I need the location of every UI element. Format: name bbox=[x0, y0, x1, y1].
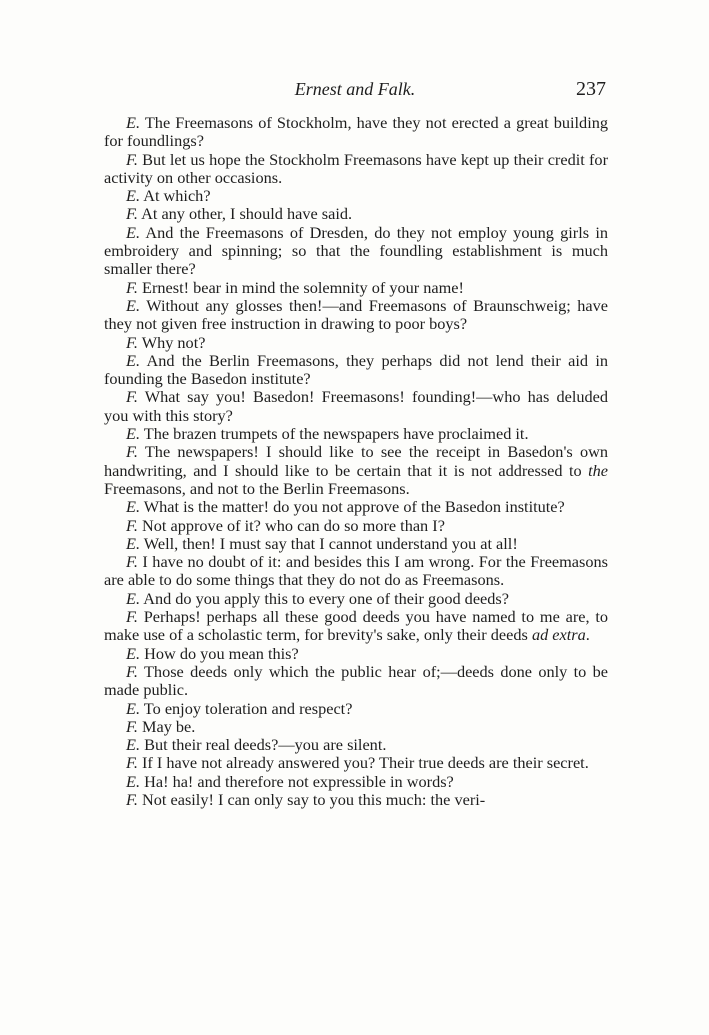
paragraph-text: Ha! ha! and therefore not expressible in words? bbox=[144, 771, 454, 791]
paragraph-text: Well, then! I must say that I cannot understand you at all! bbox=[143, 533, 518, 553]
paragraph bbox=[104, 443, 608, 498]
paragraph bbox=[104, 151, 608, 188]
paragraph bbox=[104, 590, 608, 608]
paragraph bbox=[104, 388, 608, 425]
speaker-label: E. bbox=[126, 771, 141, 791]
paragraph-text: But let us hope the Stockholm Freemasons have kept up their credit for activity on other occasions. bbox=[104, 149, 608, 187]
paragraph bbox=[104, 279, 608, 297]
speaker-label: F. bbox=[126, 387, 138, 407]
paragraph bbox=[104, 517, 608, 535]
paragraph-text: How do you mean this? bbox=[144, 643, 299, 663]
paragraph bbox=[104, 498, 608, 516]
speaker-label: F. bbox=[126, 277, 138, 297]
paragraph-text-after: Freemasons, and not to the Berlin Freemasons. bbox=[104, 478, 410, 498]
speaker-label: F. bbox=[126, 789, 138, 809]
paragraph-text: At which? bbox=[143, 186, 211, 206]
paragraph bbox=[104, 205, 608, 223]
paragraph bbox=[104, 352, 608, 389]
paragraph-text: May be. bbox=[142, 716, 196, 736]
paragraph-text: And do you apply this to every one of their good deeds? bbox=[143, 588, 509, 608]
paragraph bbox=[104, 224, 608, 279]
speaker-label: F. bbox=[126, 552, 138, 572]
paragraph-text: If I have not already answered you? Their true deeds are their secret. bbox=[142, 753, 589, 773]
paragraph-text: Those deeds only which the public hear of;—deeds done only to be made public. bbox=[104, 661, 609, 700]
speaker-label: E. bbox=[126, 735, 141, 755]
paragraph-text: What say you! Basedon! Freemasons! founding!—who has deluded you with this story? bbox=[104, 387, 608, 425]
paragraph bbox=[104, 535, 608, 553]
speaker-label: E. bbox=[126, 350, 141, 370]
speaker-label: F. bbox=[126, 661, 138, 681]
speaker-label: F. bbox=[126, 716, 138, 736]
speaker-label: F. bbox=[126, 753, 138, 773]
speaker-label: F. bbox=[126, 607, 138, 627]
speaker-label: E. bbox=[126, 424, 141, 444]
paragraph bbox=[104, 773, 608, 791]
speaker-label: F. bbox=[126, 149, 138, 169]
paragraph-text: Why not? bbox=[141, 332, 206, 352]
running-title: Ernest and Falk. bbox=[294, 79, 416, 99]
paragraph bbox=[104, 297, 608, 334]
paragraph bbox=[104, 700, 608, 718]
paragraph bbox=[104, 114, 608, 151]
paragraph-text: Without any glosses then!—and Freemasons of Braunschweig; have they not given free instruction in drawing to poor boys? bbox=[104, 295, 608, 334]
paragraph-text-after: . bbox=[585, 625, 590, 645]
page-number: 237 bbox=[576, 78, 606, 100]
paragraph-text: The brazen trumpets of the newspapers have proclaimed it. bbox=[143, 424, 529, 444]
speaker-label: E. bbox=[126, 533, 141, 553]
paragraph-text: And the Freemasons of Dresden, do they not employ young girls in embroidery and spinning; so that the foundling establishment is much smaller there? bbox=[104, 222, 609, 279]
speaker-label: E. bbox=[126, 113, 141, 132]
paragraph bbox=[104, 187, 608, 205]
speaker-label: E. bbox=[126, 497, 141, 517]
speaker-label: E. bbox=[126, 295, 141, 315]
paragraph-text: The Freemasons of Stockholm, have they not erected a great building for foundlings? bbox=[104, 113, 609, 151]
speaker-label: F. bbox=[126, 515, 138, 535]
paragraph bbox=[104, 553, 608, 590]
speaker-label: F. bbox=[126, 442, 138, 462]
speaker-label: E. bbox=[126, 643, 141, 663]
paragraph-text: And the Berlin Freemasons, they perhaps did not lend their aid in founding the Basedon institute? bbox=[104, 350, 609, 389]
paragraph bbox=[104, 334, 608, 352]
paragraph-text: Ernest! bear in mind the solemnity of your name! bbox=[142, 277, 464, 297]
paragraph bbox=[104, 663, 608, 700]
speaker-label: E. bbox=[126, 698, 141, 718]
paragraph-text: The newspapers! I should like to see the receipt in Basedon's own handwriting, and I should like to be certain that it is not addressed to bbox=[104, 442, 608, 480]
paragraph-text: Not approve of it? who can do so more than I? bbox=[142, 515, 445, 535]
paragraph-text: To enjoy toleration and respect? bbox=[143, 698, 353, 718]
speaker-label: E. bbox=[126, 588, 141, 608]
paragraph bbox=[104, 754, 608, 772]
paragraph-text: Not easily! I can only say to you this much: the veri- bbox=[142, 789, 486, 809]
paragraph bbox=[104, 736, 608, 754]
paragraph bbox=[104, 718, 608, 736]
paragraph bbox=[104, 791, 608, 809]
paragraph-text: At any other, I should have said. bbox=[141, 204, 353, 224]
paragraph bbox=[104, 645, 608, 663]
running-head bbox=[104, 76, 606, 102]
dialogue-text bbox=[104, 114, 608, 809]
paragraph-text: But their real deeds?—you are silent. bbox=[144, 735, 387, 755]
emphasis-text: the bbox=[588, 460, 608, 480]
speaker-label: E. bbox=[126, 186, 141, 206]
speaker-label: F. bbox=[126, 204, 138, 224]
emphasis-text: ad extra bbox=[531, 625, 586, 645]
paragraph-text: I have no doubt of it: and besides this I am wrong. For the Freemasons are able to do some things that they do not do as Freemasons. bbox=[104, 552, 608, 590]
paragraph-text: Perhaps! perhaps all these good deeds you have named to me are, to make use of a scholastic term, for brevity's sake, only their deeds bbox=[104, 607, 608, 645]
speaker-label: E. bbox=[126, 222, 141, 242]
paragraph-text: What is the matter! do you not approve of the Basedon institute? bbox=[143, 497, 565, 517]
speaker-label: F. bbox=[126, 332, 138, 352]
paragraph bbox=[104, 608, 608, 645]
paragraph bbox=[104, 425, 608, 443]
